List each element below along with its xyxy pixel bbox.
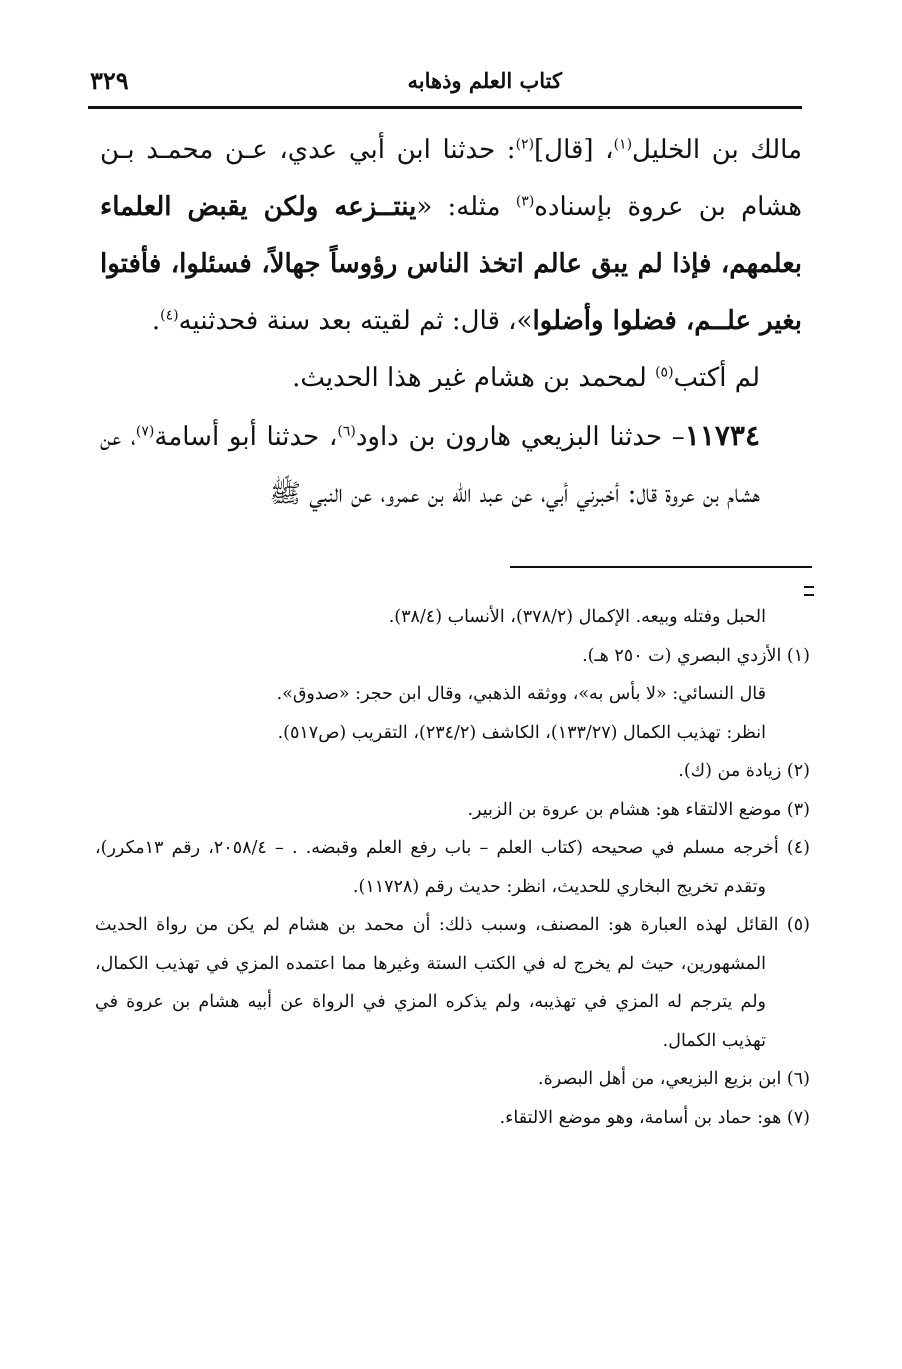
footnote-ref-3: (٣) [515,193,535,210]
footnote-ref-4: (٤) [160,307,179,324]
page-header [88,66,802,109]
hadith-number: ١١٧٣٤ [684,419,760,452]
main-text [100,122,802,523]
footnote-ref-2: (٢) [515,136,535,153]
running-title: كتاب العلم وذهابه [407,68,562,93]
footnote-7: (٧) هو: حماد بن أسامة، وهو موضع الالتقاء. [499,1107,810,1128]
text-segment: لمحمد بن هشام غير هذا الحديث. [292,363,656,393]
footnote-4: (٤) أخرجه مسلم في صحيحه (كتاب العلم – باب رفع العلم وقبضه. . – ٢٠٥٨/٤، رقم ١٣مكرر)، وتقدم تخريج البخاري للحديث، انظر: حديث رقم (١١٧٢٨). [95,838,810,897]
footnote-3: (٣) موضع الالتقاء هو: هشام بن عروة بن الزبير. [467,799,810,820]
text-segment: لم أكتب [673,363,760,393]
text-segment: »، قال: ثم لقيته بعد سنة فحدثنيه [178,306,533,336]
continuation-mark [804,586,814,596]
footnote-ref-5: (٥) [655,364,674,381]
text-segment: مثله: « [416,192,516,222]
paragraph-1 [100,122,802,350]
footnote-separator [510,566,812,568]
footnote-ref-7: (٧) [135,423,155,440]
page-number: ٣٢٩ [90,66,129,95]
footnote-ref-1: (١) [613,136,633,153]
text-segment: مالك بن الخليل [632,135,803,165]
footnote-1: (١) الأزدي البصري (ت ٢٥٠ هـ). [582,645,810,666]
footnote-carryover: الحبل وفتله وبيعه. الإكمال (٣٧٨/٢)، الأنساب (٣٨/٤). [388,607,766,627]
text-segment: – حدثنا البزيعي هارون بن داود [355,422,685,452]
footnotes [95,598,810,1137]
hadith-quote: ينتــزعه ولكن يقبض العلماء بعلمهم، فإذا لم يبق عالم اتخذ الناس رؤوساً جهالاً، فسئلوا، فأفتوا بغير علــم، فضلوا وأضلوا [100,192,802,336]
text-segment: ، [قال] [534,135,614,165]
footnote-5: (٥) القائل لهذه العبارة هو: المصنف، وسبب ذلك: أن محمد بن هشام لم يكن من رواة الحديث المشهورين، حيث لم يخرج له في الكتب الستة وغيرها مما اعتمده المزي في تهذيب الكمال، ولم يترجم له المزي في تهذيبه، ولم يذكره المزي في الرواة عن أبيه هشام بن عروة في تهذيب الكمال. [95,915,810,1051]
paragraph-3 [100,407,802,523]
text-segment: : حدثنا ابن أبي عدي، عـن محمـد بـن هشام بن عروة بإسناده [100,135,802,222]
text-segment: ، حدثنا أبو أسامة [154,422,338,452]
footnote-1-sources: انظر: تهذيب الكمال (١٣٣/٢٧)، الكاشف (٢٣٤/٢)، التقريب (ص٥١٧). [277,722,766,743]
footnote-ref-6: (٦) [337,423,356,440]
paragraph-2 [100,350,802,407]
footnote-6: (٦) ابن بزيع البزيعي، من أهل البصرة. [538,1069,810,1089]
text-segment: . [151,306,161,336]
footnote-2: (٢) زيادة من (ك). [678,761,810,781]
text-segment: ، عن هشام بن عروة قال: أخبرني أبي، عن عبد الله بن عمرو، عن النبي ﷺ [100,422,760,509]
footnote-1-detail: قال النسائي: «لا بأس به»، ووثقه الذهبي، وقال ابن حجر: «صدوق». [276,684,766,704]
